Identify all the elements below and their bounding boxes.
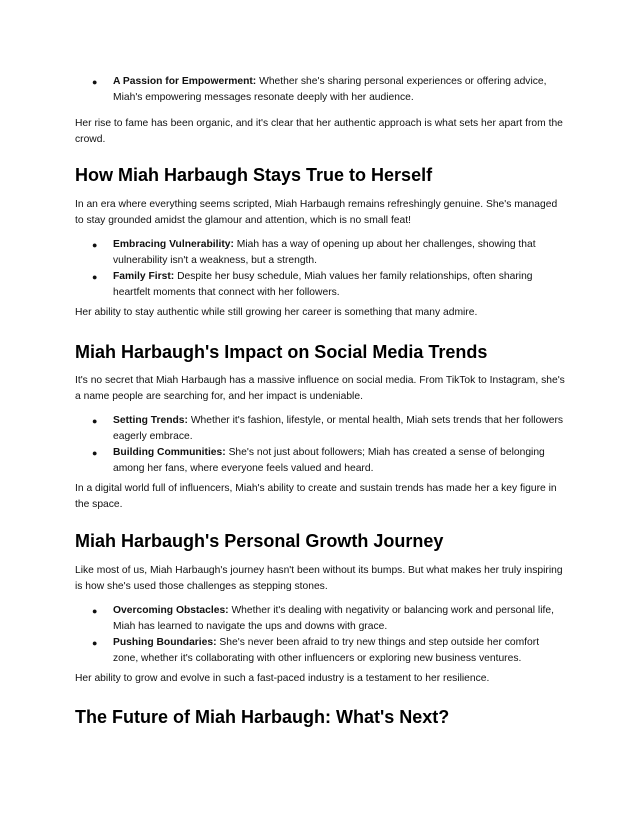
bullet-icon: ● xyxy=(92,272,98,282)
section-paragraph: Like most of us, Miah Harbaugh's journey hasn't been without its bumps. But what makes her truly inspiring is how she's used those challenges as stepping stones. xyxy=(75,565,563,592)
section-closing: In a digital world full of influencers, Miah's ability to create and sustain trends has made her a key figure in the space. xyxy=(75,483,557,510)
list-item-label: A Passion for Empowerment: xyxy=(113,76,257,87)
list-item xyxy=(75,445,565,477)
list-item xyxy=(75,635,565,667)
bullet-icon: ● xyxy=(92,240,98,250)
section-closing: Her ability to stay authentic while still growing her career is something that many admire. xyxy=(75,307,478,318)
section-heading: How Miah Harbaugh Stays True to Herself xyxy=(75,165,433,185)
list-item-label: Family First: xyxy=(113,271,175,282)
list-item-label: Setting Trends: xyxy=(113,415,188,426)
section-heading: Miah Harbaugh's Impact on Social Media Trends xyxy=(75,342,488,362)
section-list xyxy=(75,413,565,477)
list-item-label: Embracing Vulnerability: xyxy=(113,239,234,250)
list-item xyxy=(75,74,565,106)
section-heading: Miah Harbaugh's Personal Growth Journey xyxy=(75,531,444,551)
bullet-icon: ● xyxy=(92,638,98,648)
bullet-icon: ● xyxy=(92,606,98,616)
list-item xyxy=(75,269,565,301)
list-item-text: Whether it's dealing with negativity or balancing work and personal life, Miah has learned to navigate the ups and downs with grace. xyxy=(113,605,554,632)
list-item xyxy=(75,237,565,269)
list-item-text: Despite her busy schedule, Miah values her family relationships, often sharing heartfelt moments that connect with her followers. xyxy=(113,271,533,298)
list-item-label: Overcoming Obstacles: xyxy=(113,605,229,616)
list-item xyxy=(75,413,565,445)
intro-paragraph: Her rise to fame has been organic, and it's clear that her authentic approach is what sets her apart from the crowd. xyxy=(75,118,563,145)
intro-list xyxy=(75,74,565,106)
list-item xyxy=(75,603,565,635)
bullet-icon: ● xyxy=(92,448,98,458)
list-item-text: Miah has a way of opening up about her challenges, showing that vulnerability isn't a weakness, but a strength. xyxy=(113,239,536,266)
list-item-label: Building Communities: xyxy=(113,447,226,458)
list-item-label: Pushing Boundaries: xyxy=(113,637,217,648)
section-paragraph: It's no secret that Miah Harbaugh has a massive influence on social media. From TikTok to Instagram, she's a name people are searching for, and her impact is undeniable. xyxy=(75,375,565,402)
section-list xyxy=(75,603,565,667)
section-closing: Her ability to grow and evolve in such a fast-paced industry is a testament to her resilience. xyxy=(75,673,490,684)
section-list xyxy=(75,237,565,301)
list-item-text: Whether it's fashion, lifestyle, or mental health, Miah sets trends that her followers eagerly embrace. xyxy=(113,415,564,442)
bullet-icon: ● xyxy=(92,416,98,426)
list-item-text: She's never been afraid to try new things and step outside her comfort zone, whether it's collaborating with other influencers or exploring new business ventures. xyxy=(113,637,540,664)
section-paragraph: In an era where everything seems scripted, Miah Harbaugh remains refreshingly genuine. She's managed to stay grounded amidst the glamour and attention, which is no small feat! xyxy=(75,199,558,226)
list-item-text: She's not just about followers; Miah has created a sense of belonging among her fans, where everyone feels valued and heard. xyxy=(113,447,545,474)
list-item-text: Whether she's sharing personal experiences or offering advice, Miah's empowering messages resonate deeply with her audience. xyxy=(113,76,547,103)
bullet-icon: ● xyxy=(92,77,98,87)
section-heading: The Future of Miah Harbaugh: What's Next? xyxy=(75,707,450,727)
